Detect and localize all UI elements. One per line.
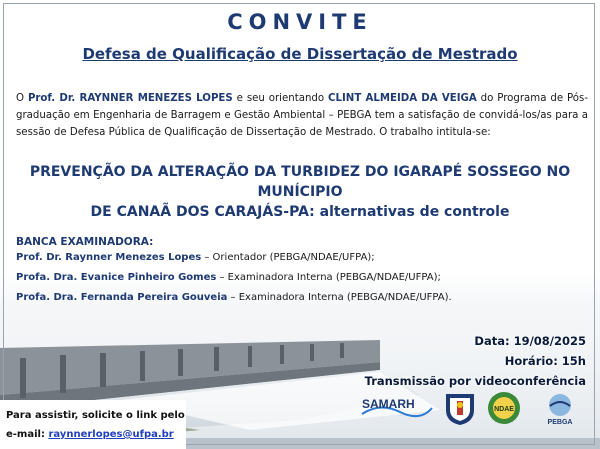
contact-email-label: e-mail: <box>6 429 49 440</box>
intro-text: do Programa de Pós-graduação em Engenharia de Barragem e Gestão Ambiental – PEBGA tem a satisfação de convidá-los/as para a sessão de Defesa Pública de Qualificação de Dissertação de Mestrado. O trabalho intitula-se: <box>16 93 589 138</box>
samarh-logo-text: SAMARH <box>362 397 415 411</box>
ndae-logo-text: NDAE <box>494 406 514 413</box>
intro-paragraph <box>16 90 588 141</box>
contact-box <box>0 400 186 449</box>
thesis-title-line: DE CANAÃ DOS CARAJÁS-PA: alternativas de controle <box>90 204 510 220</box>
thesis-title <box>20 162 580 222</box>
intro-text: e seu orientando <box>232 93 329 104</box>
pebga-logo-text: PEBGA <box>547 419 573 426</box>
committee-heading: BANCA EXAMINADORA: <box>16 236 154 248</box>
advisor-name: Prof. Dr. RAYNNER MENEZES LOPES <box>27 93 233 104</box>
pebga-logo <box>538 392 582 426</box>
contact-email-link[interactable]: raynnerlopes@ufpa.br <box>48 429 174 440</box>
event-mode: Transmissão por videoconferência <box>364 374 586 388</box>
member-role: – Examinadora Interna (PEBGA/NDAE/UFPA). <box>227 292 452 303</box>
committee-member <box>16 272 441 283</box>
member-role: – Orientador (PEBGA/NDAE/UFPA); <box>201 252 375 263</box>
invitation-title: CONVITE <box>227 10 373 34</box>
thesis-title-line: PREVENÇÃO DA ALTERAÇÃO DA TURBIDEZ DO IGARAPÉ SOSSEGO NO MUNÍCIPIO <box>29 164 571 200</box>
invitation-subtitle: Defesa de Qualificação de Dissertação de Mestrado <box>82 45 518 63</box>
contact-instruction: Para assistir, solicite o link pelo <box>6 410 185 421</box>
ndae-logo <box>486 390 522 426</box>
student-name: CLINT ALMEIDA DA VEIGA <box>328 93 477 104</box>
intro-text: O <box>16 93 28 104</box>
member-role: – Examinadora Interna (PEBGA/NDAE/UFPA); <box>216 272 441 283</box>
committee-member <box>16 252 375 263</box>
event-date: Data: 19/08/2025 <box>474 334 586 348</box>
event-time: Horário: 15h <box>504 354 586 368</box>
samarh-logo <box>360 394 434 420</box>
committee-member <box>16 292 452 303</box>
contact-email-line <box>6 429 174 440</box>
member-name: Profa. Dra. Fernanda Pereira Gouveia <box>16 292 228 303</box>
member-name: Prof. Dr. Raynner Menezes Lopes <box>16 252 202 263</box>
member-name: Profa. Dra. Evanice Pinheiro Gomes <box>16 272 217 283</box>
university-crest-logo <box>440 392 480 426</box>
